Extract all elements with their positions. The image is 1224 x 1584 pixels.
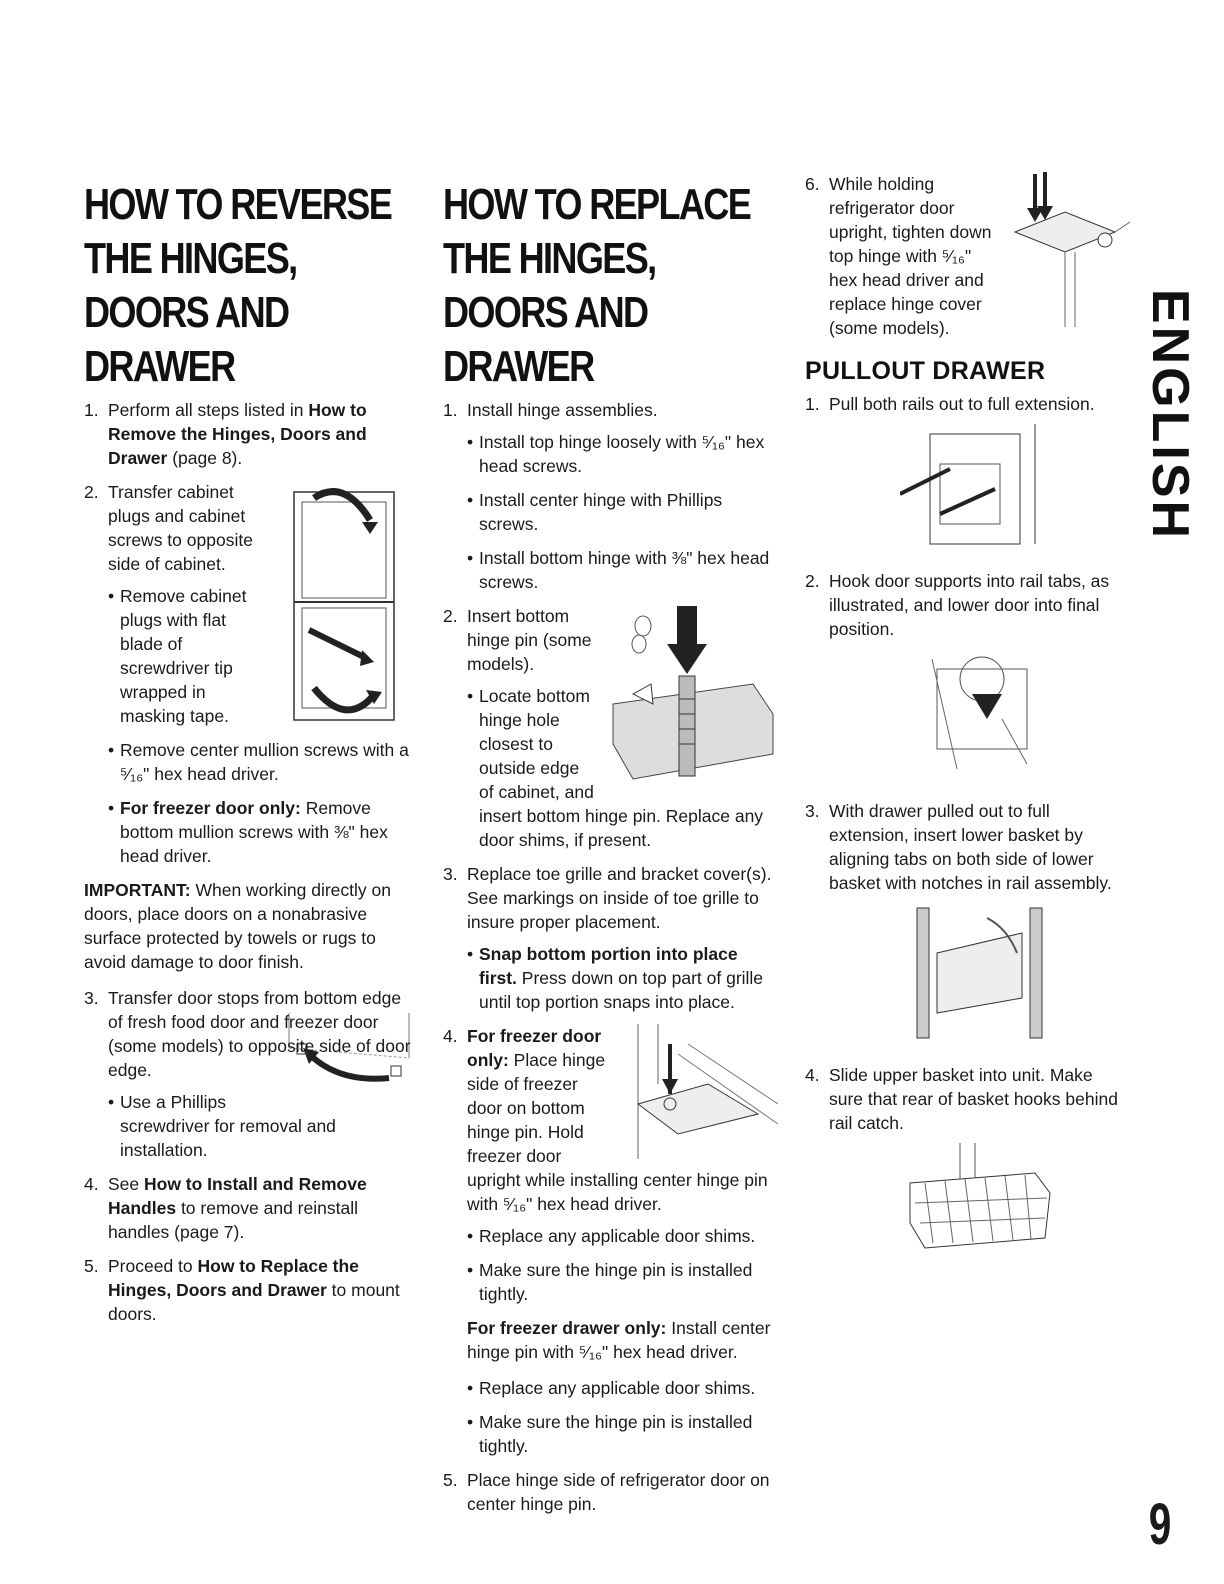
heading-replace-hinges: HOW TO REPLACE THE HINGES, DOORS AND DRAWER [443, 180, 751, 391]
lower-basket-illustration [912, 903, 1047, 1043]
column-pullout-drawer [805, 172, 1130, 1273]
bullet: • Use a Phillips screwdriver for removal and installation. [108, 1090, 414, 1162]
reverse-step-5: 5. Proceed to How to Replace the Hinges, Doors and Drawer to mount doors. [84, 1256, 400, 1324]
reverse-steps-list-cont [84, 986, 414, 1326]
replace-steps-list [443, 398, 778, 1516]
replace-step-1: 1. Install hinge assemblies. • Install top hinge loosely with ⁵⁄₁₆" hex head screws. • Install center hinge with Phillips screws. • Install bottom hinge with ⅜" hex head screws. [443, 398, 778, 594]
replace-step-6: 6. While holding refrigerator door upright, tighten down top hinge with ⁵⁄₁₆" hex head driver and replace hinge cover (some models). [805, 172, 1130, 340]
upper-basket-illustration [905, 1143, 1055, 1253]
page-number: 9 [1148, 1492, 1172, 1557]
heading-reverse-hinges: HOW TO REVERSE THE HINGES, DOORS AND DRAWER [84, 180, 392, 391]
bullet: • Locate bottom hinge hole closest to outside edge of cabinet, and insert bottom hinge pin. Replace any door shims, if present. [467, 684, 778, 852]
reverse-step-4: 4. See How to Install and Remove Handles to remove and reinstall handles (page 7). [84, 1174, 367, 1242]
bullet: • Install center hinge with Phillips screws. [467, 488, 778, 536]
reverse-step-2: 2. Transfer cabinet plugs and cabinet screws to opposite side of cabinet. • Remove cabinet plugs with flat blade of screwdriver tip wrapped in masking tape. • Remove center mullion screws with a ⁵⁄₁₆" hex head driver. • For freezer door only: Remove bottom mullion screws with ⅜" hex head driver. [84, 480, 414, 868]
bullet: • Replace any applicable door shims. [467, 1224, 778, 1248]
top-hinge-illustration [1005, 172, 1130, 327]
reverse-step-3: 3. Transfer door stops from bottom edge of fresh food door and freezer door (some models) to opposite side of door edge. • Use a Phillips screwdriver for removal and installation. [84, 986, 414, 1162]
column-reverse-hinges [84, 178, 414, 1336]
bullet: • Replace any applicable door shims. [467, 1376, 778, 1400]
reverse-step-1: 1. Perform all steps listed in How to Remove the Hinges, Doors and Drawer (page 8). [84, 400, 367, 468]
door-supports-illustration [917, 649, 1042, 779]
language-side-tab: ENGLISH [1141, 288, 1199, 542]
bullet: • Remove center mullion screws with a ⁵⁄₁₆" hex head driver. [108, 738, 414, 786]
reverse-step-2-bullets [108, 584, 414, 868]
column-replace-hinges [443, 178, 778, 1526]
drawer-step-1: 1. Pull both rails out to full extension. [805, 392, 1130, 549]
drawer-steps-list [805, 392, 1130, 1253]
important-note: IMPORTANT: When working directly on doors, place doors on a nonabrasive surface protected by towels or rugs to avoid damage to door finish. [84, 880, 391, 972]
drawer-step-3: 3. With drawer pulled out to full extension, insert lower basket by aligning tabs on both side of lower basket with notches in rail assembly. [805, 799, 1130, 1043]
freezer-drawer-note: For freezer drawer only: Install center hinge pin with ⁵⁄₁₆" hex head driver. [467, 1318, 771, 1362]
bullet: • Install bottom hinge with ⅜" hex head screws. [467, 546, 778, 594]
bullet: • Make sure the hinge pin is installed tightly. [467, 1258, 778, 1306]
reverse-steps-list [84, 398, 414, 868]
bullet: • Make sure the hinge pin is installed tightly. [467, 1410, 778, 1458]
replace-step-4: 4. For freezer door only: Place hinge side of freezer door on bottom hinge pin. Hold freezer door upright while installing center hinge pin with ⁵⁄₁₆" hex head driver. • Replace any applicable door shims. • Make sure the hinge pin is installed tightly. For freezer drawer only: Install center hinge pin with ⁵⁄₁₆" hex head driver. • Replace any applicable door shims. • Make sure the hinge pin is installed tightly. [443, 1024, 778, 1458]
rails-extended-illustration [900, 424, 1060, 549]
bullet: • For freezer door only: Remove bottom mullion screws with ⅜" hex head driver. [108, 796, 414, 868]
bullet: • Snap bottom portion into place first. Press down on top part of grille until top portion snaps into place. [467, 942, 778, 1014]
freezer-door-hinge-illustration [618, 1024, 778, 1159]
replace-step-3: 3. Replace toe grille and bracket cover(s). See markings on inside of toe grille to insure proper placement. • Snap bottom portion into place first. Press down on top part of grille until top portion snaps into place. [443, 862, 778, 1014]
replace-step-5: 5. Place hinge side of refrigerator door on center hinge pin. [443, 1470, 770, 1514]
drawer-step-4: 4. Slide upper basket into unit. Make sure that rear of basket hooks behind rail catch. [805, 1063, 1130, 1253]
bullet: • Install top hinge loosely with ⁵⁄₁₆" hex head screws. [467, 430, 778, 478]
heading-pullout-drawer: PULLOUT DRAWER [805, 357, 1046, 385]
replace-step-2: 2. Insert bottom hinge pin (some models). • Locate bottom hinge hole closest to outside edge of cabinet, and insert bottom hinge pin. Replace any door shims, if present. [443, 604, 778, 852]
bullet: • Remove cabinet plugs with flat blade of screwdriver tip wrapped in masking tape. [108, 584, 414, 728]
drawer-step-2: 2. Hook door supports into rail tabs, as illustrated, and lower door into final position. [805, 569, 1130, 779]
